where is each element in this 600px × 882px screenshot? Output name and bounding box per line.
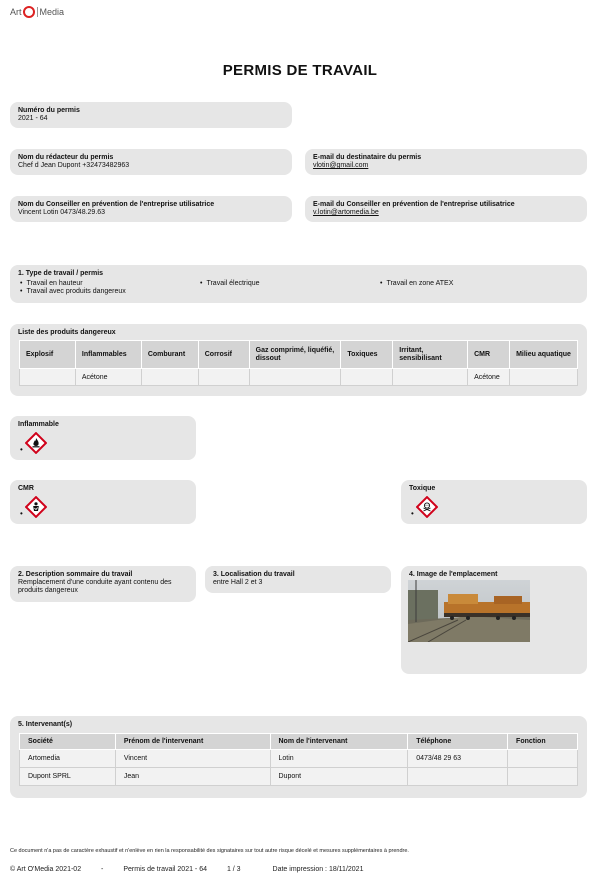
bullet: •: [20, 445, 23, 454]
page-footer: [10, 866, 381, 873]
table-cell: [408, 768, 508, 786]
products-col-header: Comburant: [141, 341, 198, 369]
table-cell: 0473/48 29 63: [408, 750, 508, 768]
inflammable-pictogram-group: [20, 432, 47, 454]
table-cell: [198, 369, 249, 386]
products-col-header: Gaz comprimé, liquéfié, dissout: [249, 341, 341, 369]
permit-number-label: Numéro du permis: [18, 107, 80, 114]
footer-permit: Permis de travail 2021 - 64: [123, 866, 207, 873]
cmr-panel: [10, 480, 196, 524]
products-header-row: [20, 341, 578, 369]
description-label: 2. Description sommaire du travail: [18, 571, 133, 578]
table-cell: Acétone: [468, 369, 510, 386]
table-cell: [508, 750, 578, 768]
skull-pictogram-icon: [416, 496, 438, 518]
flame-pictogram-icon: [25, 432, 47, 454]
workers-header-row: [20, 734, 578, 750]
site-photo: [408, 580, 530, 642]
work-type-list-col2: [200, 280, 260, 288]
toxique-panel: [401, 480, 587, 524]
products-col-header: Inflammables: [75, 341, 141, 369]
workers-col-header: Prénom de l'intervenant: [115, 734, 270, 750]
table-cell: Jean: [115, 768, 270, 786]
workers-col-header: Téléphone: [408, 734, 508, 750]
advisor-value: Vincent Lotin 0473/48.29.63: [18, 209, 106, 216]
bullet: •: [411, 509, 414, 518]
site-image-label: 4. Image de l'emplacement: [409, 571, 498, 578]
workers-col-header: Nom de l'intervenant: [270, 734, 408, 750]
table-cell: [508, 768, 578, 786]
workers-label: 5. Intervenant(s): [18, 721, 73, 728]
recipient-email-label: E-mail du destinataire du permis: [313, 154, 422, 161]
table-row: [20, 750, 578, 768]
company-logo: [10, 6, 64, 18]
advisor-email-link[interactable]: v.lotin@artomedia.be: [313, 209, 379, 216]
products-col-header: Milieu aquatique: [510, 341, 578, 369]
table-row: [20, 768, 578, 786]
footer-page-number: 1 / 3: [226, 866, 241, 873]
toxique-label: Toxique: [409, 485, 436, 492]
logo-text-right: Media: [39, 7, 65, 17]
permit-number-panel: [10, 102, 292, 128]
recipient-email-link[interactable]: vlotin@gmail.com: [313, 162, 369, 169]
table-cell: Vincent: [115, 750, 270, 768]
workers-col-header: Fonction: [508, 734, 578, 750]
table-cell: Dupont: [270, 768, 408, 786]
advisor-label: Nom du Conseiller en prévention de l'entreprise utilisatrice: [18, 201, 215, 208]
location-label: 3. Localisation du travail: [213, 571, 295, 578]
work-type-item: • Travail en zone ATEX: [380, 280, 453, 288]
site-photo-image: [408, 580, 530, 642]
description-panel: [10, 566, 196, 602]
bullet: •: [20, 509, 23, 518]
advisor-email-label: E-mail du Conseiller en prévention de l'entreprise utilisatrice: [313, 201, 515, 208]
cmr-label: CMR: [18, 485, 34, 492]
table-cell: [393, 369, 468, 386]
footer-copyright: © Art O'Media 2021-02: [10, 866, 82, 873]
table-cell: [341, 369, 393, 386]
advisor-email-panel: [305, 196, 587, 222]
location-panel: [205, 566, 391, 593]
products-col-header: Corrosif: [198, 341, 249, 369]
writer-label: Nom du rédacteur du permis: [18, 154, 114, 161]
writer-panel: [10, 149, 292, 175]
table-cell: [20, 369, 76, 386]
products-col-header: Irritant, sensibilisant: [393, 341, 468, 369]
logo-divider: [37, 7, 38, 17]
work-type-panel: [10, 265, 587, 303]
table-cell: [510, 369, 578, 386]
advisor-panel: [10, 196, 292, 222]
products-col-header: Explosif: [20, 341, 76, 369]
cmr-pictogram-group: [20, 496, 47, 518]
work-type-item: • Travail avec produits dangereux: [20, 288, 126, 296]
table-cell: Lotin: [270, 750, 408, 768]
footer-separator: -: [101, 866, 104, 873]
work-type-list-col3: [380, 280, 453, 288]
work-type-item: • Travail électrique: [200, 280, 260, 288]
health-hazard-pictogram-icon: [25, 496, 47, 518]
logo-text-left: Art: [10, 7, 22, 17]
table-row: [20, 369, 578, 386]
inflammable-panel: [10, 416, 196, 460]
table-cell: [141, 369, 198, 386]
location-value: entre Hall 2 et 3: [213, 579, 263, 586]
page-title: PERMIS DE TRAVAIL: [222, 62, 378, 79]
table-cell: Artomedia: [20, 750, 116, 768]
work-type-list-col1: [20, 280, 126, 296]
table-cell: [249, 369, 341, 386]
permit-number-value: 2021 - 64: [18, 115, 48, 122]
toxique-pictogram-group: [411, 496, 438, 518]
description-value: Remplacement d'une conduite ayant contenu des produits dangereux: [18, 579, 172, 594]
workers-table: [19, 733, 578, 786]
products-col-header: Toxiques: [341, 341, 393, 369]
writer-value: Chef d Jean Dupont +32473482963: [18, 162, 130, 169]
table-cell: Dupont SPRL: [20, 768, 116, 786]
table-cell: Acétone: [75, 369, 141, 386]
work-type-label: 1. Type de travail / permis: [18, 270, 104, 277]
footer-print-date: Date impression : 18/11/2021: [272, 866, 364, 873]
work-type-item: • Travail en hauteur: [20, 280, 126, 288]
products-table: [19, 340, 578, 386]
disclaimer: Ce document n'a pas de caractère exhaustif et n'enlève en rien la responsabilité des signataires sur tout autre risque décelé et mesures supplémentaires à prendre.: [10, 848, 409, 854]
logo-ring-icon: [23, 6, 35, 18]
products-label: Liste des produits dangereux: [18, 329, 116, 336]
inflammable-label: Inflammable: [18, 421, 59, 428]
workers-col-header: Société: [20, 734, 116, 750]
recipient-email-panel: [305, 149, 587, 175]
products-col-header: CMR: [468, 341, 510, 369]
